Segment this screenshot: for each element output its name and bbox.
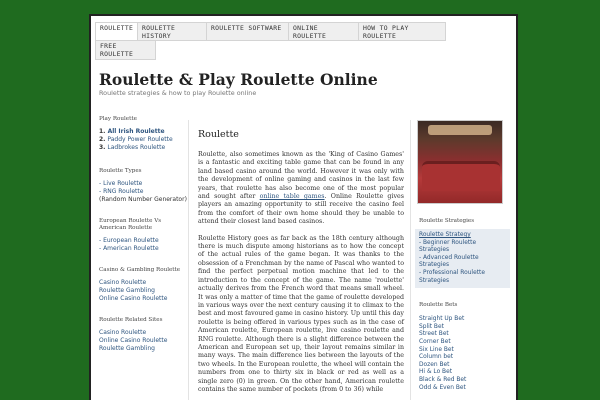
- strategy-link-professional[interactable]: - Professional Roulette Strategies: [419, 269, 485, 284]
- section-heading: Play Roulette: [99, 116, 137, 122]
- bets-list: [415, 313, 510, 395]
- nav-tab-roulette-software[interactable]: ROULETTE SOFTWARE: [207, 22, 289, 41]
- section-heading: Roulette Bets: [419, 302, 458, 309]
- nav-row-2: [95, 41, 450, 60]
- nav-tab-roulette-history[interactable]: ROULETTE HISTORY: [138, 22, 207, 41]
- paragraph-text: . Online Roulette gives players an amazing opportunity to still receive the casino feel from the comfort of their own home should they be unable to attend their closest land based casinos.: [198, 193, 404, 226]
- roulette-types-section: [99, 168, 187, 204]
- site-title[interactable]: Roulette & Play Roulette Online: [99, 70, 378, 89]
- list-number: 2.: [99, 136, 106, 143]
- bet-link-six-line[interactable]: Six Line Bet: [419, 346, 454, 353]
- sidebar-item-american-roulette[interactable]: - American Roulette: [99, 245, 159, 252]
- table-shape: [422, 161, 500, 191]
- page-container: [89, 14, 518, 400]
- sidebar-item-all-irish-roulette[interactable]: [99, 128, 187, 136]
- section-heading: Roulette Related Sites: [99, 317, 163, 323]
- site-tagline: Roulette strategies & how to play Roulette online: [99, 89, 257, 97]
- casino-table-image: [417, 120, 503, 204]
- related-link-casino-roulette[interactable]: Casino Roulette: [99, 329, 147, 336]
- nav-tab-how-to-play[interactable]: HOW TO PLAY ROULETTE: [359, 22, 446, 41]
- strategy-link-beginner[interactable]: - Beginner Roulette Strategies: [419, 239, 477, 254]
- intro-paragraph: [198, 151, 404, 227]
- bet-link-split[interactable]: Split Bet: [419, 323, 444, 330]
- bet-link-column[interactable]: Column bet: [419, 354, 454, 361]
- link-label: All Irish Roulette: [107, 128, 165, 135]
- related-link-online-casino-roulette[interactable]: Online Casino Roulette: [99, 337, 168, 344]
- section-heading: Casino & Gambling Roulette: [99, 267, 181, 273]
- nav-row-1: [95, 22, 450, 41]
- link-label: Ladbrokes Roulette: [107, 144, 166, 151]
- sidebar-item-casino-roulette[interactable]: Casino Roulette: [99, 279, 147, 286]
- sidebar-item-roulette-gambling[interactable]: Roulette Gambling: [99, 287, 155, 294]
- related-sites-section: [99, 317, 187, 353]
- bet-link-straight-up[interactable]: Straight Up Bet: [419, 316, 465, 323]
- european-vs-american-section: [99, 218, 187, 253]
- section-heading: European Roulette Vs American Roulette: [99, 218, 162, 231]
- strategy-link-advanced[interactable]: - Advanced Roulette Strategies: [419, 254, 479, 269]
- related-link-roulette-gambling[interactable]: Roulette Gambling: [99, 345, 155, 352]
- sidebar-item-paddy-power-roulette[interactable]: [99, 136, 187, 144]
- main-content: [188, 120, 411, 400]
- bets-section: [415, 302, 510, 395]
- bet-link-street[interactable]: Street Bet: [419, 331, 449, 338]
- sidebar-item-rng-roulette[interactable]: - RNG Roulette: [99, 188, 144, 195]
- rng-note: (Random Number Generator): [99, 196, 187, 203]
- history-paragraph: Roulette History goes as far back as the 18th century although there is much dispute among historians as to how the concept of the actual rules of the game began. It was thanks to the obsession of a Frenchman by the name of Pascal who wanted to find the perfect perpetual motion machine that led to the introduction to the concept of the game. The name 'roulette' actually derives from the French word that means small wheel. It was only a matter of time that the game of roulette developed in various ways over the next century causing it to climax to the best and most favoured game in casino history. Up until this day roulette is being offered in various types such as in the case of American roulette, European roulette, live casino roulette and RNG roulette. Although there is a slight difference between the American and European set up, their layout remains similar in many ways. The main difference lies between the layouts of the two wheels. In the European roulette, the wheel will contain the numbers from one to thirty six in black or red as well as a single zero (0) in green. On the other hand, American roulette contains the same number of pockets (from 0 to 36) while: [198, 234, 404, 393]
- nav-tab-free-roulette[interactable]: FREE ROULETTE: [95, 41, 156, 60]
- section-heading: Roulette Types: [99, 168, 142, 174]
- main-navigation: [95, 22, 450, 60]
- bet-link-odd-even[interactable]: Odd & Even Bet: [419, 384, 466, 391]
- content-title: Roulette: [198, 129, 239, 140]
- strategies-list: [415, 229, 510, 288]
- link-label: Paddy Power Roulette: [107, 136, 173, 143]
- nav-tab-online-roulette[interactable]: ONLINE ROULETTE: [289, 22, 359, 41]
- sidebar-item-online-casino-roulette[interactable]: Online Casino Roulette: [99, 295, 168, 302]
- nav-tab-roulette[interactable]: ROULETTE: [95, 22, 138, 41]
- online-table-games-link[interactable]: online table games: [259, 193, 325, 201]
- section-heading: Roulette Strategies: [419, 218, 475, 224]
- bet-link-dozen[interactable]: Dozen Bet: [419, 361, 450, 368]
- right-sidebar: [415, 120, 510, 395]
- paragraph-text: Roulette, also sometimes known as the 'King of Casino Games' is a fantastic and exciting table game that can be found in any land based casino around the world. However it was only with the development of online gaming and casinos in the last few years, that roulette has also become one of the most popular and sought after: [198, 151, 404, 201]
- bet-link-hi-lo[interactable]: Hi & Lo Bet: [419, 369, 453, 376]
- strategy-link-roulette-strategy[interactable]: Roulette Strategy: [419, 232, 471, 238]
- bet-link-black-red[interactable]: Black & Red Bet: [419, 376, 467, 383]
- casino-gambling-section: [99, 267, 187, 303]
- list-number: 3.: [99, 144, 106, 151]
- left-sidebar: [99, 116, 187, 364]
- sidebar-item-european-roulette[interactable]: - European Roulette: [99, 237, 159, 244]
- sidebar-item-live-roulette[interactable]: - Live Roulette: [99, 180, 143, 187]
- strategies-section: [415, 218, 510, 288]
- lamp-shape: [428, 125, 492, 135]
- play-roulette-section: [99, 116, 187, 152]
- list-number: 1.: [99, 128, 106, 135]
- sidebar-item-ladbrokes-roulette[interactable]: [99, 144, 187, 152]
- bet-link-corner[interactable]: Corner Bet: [419, 338, 451, 345]
